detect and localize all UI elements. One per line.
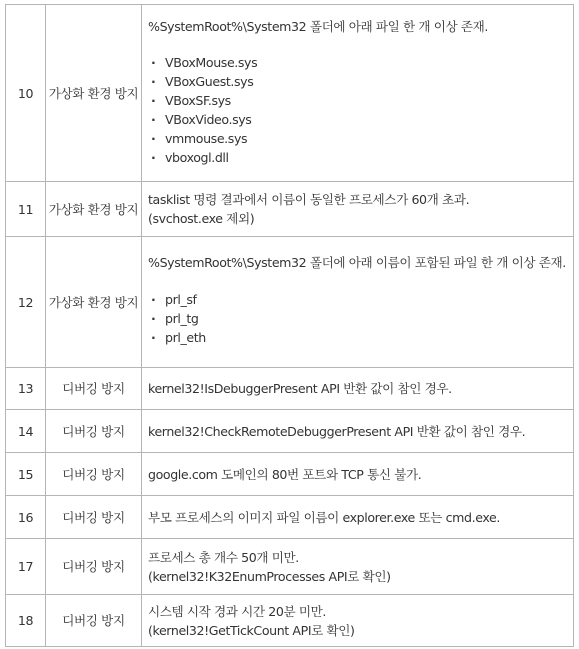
row-number: 16 xyxy=(6,496,46,539)
row-description xyxy=(142,595,574,647)
description-line: (svchost.exe 제외) xyxy=(148,211,255,226)
row-category: 디버깅 방지 xyxy=(46,368,142,410)
row-number: 18 xyxy=(6,595,46,647)
row-number: 11 xyxy=(6,182,46,237)
description-line: 부모 프로세스의 이미지 파일 이름이 explorer.exe 또는 cmd.exe. xyxy=(148,509,500,525)
table-row xyxy=(6,182,574,237)
row-category: 디버깅 방지 xyxy=(46,595,142,647)
row-category: 디버깅 방지 xyxy=(46,410,142,453)
table-row xyxy=(6,237,574,368)
description-line: (kernel32!GetTickCount API로 확인) xyxy=(148,622,355,638)
description-line: 시스템 시작 경과 시간 20분 미만. xyxy=(148,603,327,619)
row-description xyxy=(142,410,574,453)
description-line: (kernel32!K32EnumProcesses API로 확인) xyxy=(148,568,391,584)
list-item: · VBoxGuest.sys xyxy=(148,72,569,91)
description-intro: %SystemRoot%\System32 폴더에 아래 이름이 포함된 파일 한 개 이상 존재. xyxy=(148,255,566,270)
table-row xyxy=(6,539,574,595)
row-description xyxy=(142,182,574,237)
file-list xyxy=(148,53,569,167)
table-row xyxy=(6,496,574,539)
list-item: · vmmouse.sys xyxy=(148,129,569,148)
description-line: 프로세스 총 개수 50개 미만. xyxy=(148,549,299,565)
detection-table xyxy=(5,4,574,647)
row-number: 15 xyxy=(6,453,46,496)
row-description xyxy=(142,496,574,539)
table-row xyxy=(6,453,574,496)
row-category: 가상화 환경 방지 xyxy=(46,237,142,368)
list-item: · VBoxSF.sys xyxy=(148,91,569,110)
row-number: 12 xyxy=(6,237,46,368)
description-line: kernel32!IsDebuggerPresent API 반환 값이 참인 경우. xyxy=(148,381,452,396)
row-description xyxy=(142,453,574,496)
detection-table-container xyxy=(5,4,574,647)
description-line: kernel32!CheckRemoteDebuggerPresent API 반환 값이 참인 경우. xyxy=(148,423,526,439)
row-number: 17 xyxy=(6,539,46,595)
table-row xyxy=(6,595,574,647)
row-number: 14 xyxy=(6,410,46,453)
row-category: 디버깅 방지 xyxy=(46,539,142,595)
list-item: · VBoxMouse.sys xyxy=(148,53,569,72)
list-item: · prl_sf xyxy=(148,290,569,309)
description-line: tasklist 명령 결과에서 이름이 동일한 프로세스가 60개 초과. xyxy=(148,192,470,207)
list-item: · prl_eth xyxy=(148,328,569,347)
row-description xyxy=(142,237,574,368)
description-intro: %SystemRoot%\System32 폴더에 아래 파일 한 개 이상 존재. xyxy=(148,19,489,34)
row-description xyxy=(142,5,574,182)
row-category: 디버깅 방지 xyxy=(46,496,142,539)
row-number: 13 xyxy=(6,368,46,410)
row-category: 디버깅 방지 xyxy=(46,453,142,496)
list-item: · VBoxVideo.sys xyxy=(148,110,569,129)
table-row xyxy=(6,410,574,453)
list-item: · prl_tg xyxy=(148,309,569,328)
row-number: 10 xyxy=(6,5,46,182)
row-category: 가상화 환경 방지 xyxy=(46,5,142,182)
list-item: · vboxogl.dll xyxy=(148,148,569,167)
table-row xyxy=(6,368,574,410)
row-description xyxy=(142,539,574,595)
description-line: google.com 도메인의 80번 포트와 TCP 통신 불가. xyxy=(148,466,422,482)
row-category: 가상화 환경 방지 xyxy=(46,182,142,237)
file-list xyxy=(148,290,569,347)
row-description xyxy=(142,368,574,410)
table-row xyxy=(6,5,574,182)
